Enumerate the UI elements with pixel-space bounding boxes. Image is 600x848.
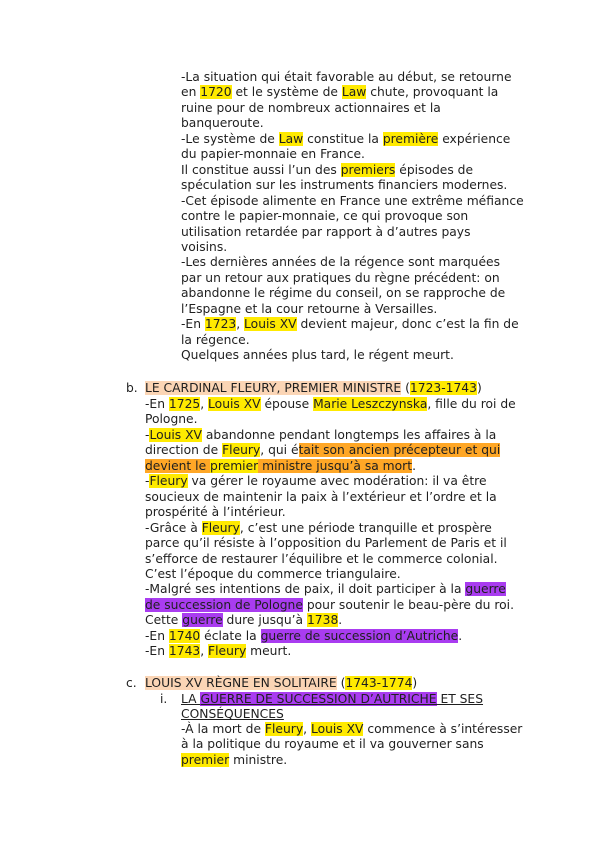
list-marker-b: b. [126, 381, 138, 395]
highlighted-text: 1723 [204, 317, 237, 332]
paragraph-line [181, 209, 468, 224]
paragraph-line [145, 459, 416, 474]
text-run: , [236, 317, 245, 332]
paragraph-line [145, 536, 507, 551]
text-run: CONSÉQUENCES [181, 707, 284, 722]
text-run: en [181, 85, 201, 100]
paragraph-line [181, 147, 365, 162]
text-run: Il constitue aussi l’un des [181, 162, 341, 177]
paragraph-line [145, 428, 496, 443]
paragraph-line [145, 490, 497, 505]
text-run: s’efforce de restaurer l’équilibre et le commerce colonial. [145, 551, 498, 566]
list-marker-i: i. [160, 692, 168, 706]
highlighted-text: Louis XV [244, 317, 297, 332]
text-run: , qui é [260, 443, 299, 458]
paragraph-line [181, 333, 250, 348]
text-run: ) [412, 676, 418, 690]
text-run: la régence. [181, 332, 250, 347]
text-run: -En [145, 397, 169, 411]
paragraph-line [181, 722, 522, 737]
highlighted-text: LOUIS XV RÈGNE EN SOLITAIRE [145, 676, 337, 690]
text-run: prospérité à l’intérieur. [145, 505, 286, 520]
text-run: abandonne pendant longtemps les affaires à la [201, 427, 497, 442]
text-run: ET SES [436, 692, 484, 706]
text-run: utilisation retardée par rapport à d’autres pays [181, 224, 471, 239]
highlighted-text: premier [210, 458, 259, 473]
paragraph-line [181, 348, 454, 363]
subsection-heading [181, 692, 483, 707]
highlighted-text: GUERRE DE SUCCESSION D’AUTRICHE [200, 692, 437, 706]
highlighted-text: 1738 [306, 613, 339, 628]
paragraph-line [181, 753, 287, 768]
paragraph-line [181, 70, 512, 85]
text-run: par un retour aux pratiques du règne précédent: on [181, 270, 500, 285]
highlighted-text: 1723-1743 [409, 381, 477, 395]
section-heading-c [145, 676, 417, 691]
highlighted-text: premiers [340, 162, 396, 177]
paragraph-line [181, 317, 519, 332]
text-run: soucieux de maintenir la paix à l’extérieur et l’ordre et la [145, 489, 497, 504]
highlighted-text: tait son ancien précepteur et qui [298, 443, 501, 458]
text-run: . [338, 613, 343, 628]
text-run: Quelques années plus tard, le régent meurt. [181, 348, 454, 363]
highlighted-text: devient le [145, 458, 211, 473]
text-run: -À la mort de [181, 722, 265, 736]
highlighted-text: premier [181, 752, 230, 767]
highlighted-text: Fleury [208, 644, 247, 659]
paragraph-line [181, 194, 524, 209]
paragraph-line [145, 552, 498, 567]
subsection-heading [181, 707, 284, 722]
list-marker-c: c. [126, 676, 137, 690]
text-run: ) [476, 381, 482, 395]
text-run: , fille du roi de [427, 397, 516, 411]
text-run: banqueroute. [181, 116, 264, 131]
text-run: épouse [260, 397, 314, 411]
highlighted-text: 1743-1774 [345, 676, 413, 690]
text-run: -Malgré ses intentions de paix, il doit participer à la [145, 582, 466, 597]
highlighted-text: Fleury [201, 520, 240, 535]
highlighted-text: Fleury [264, 722, 304, 736]
highlighted-text: guerre [182, 613, 223, 628]
paragraph-line [145, 613, 342, 628]
paragraph-line [181, 85, 498, 100]
paragraph-line [145, 629, 462, 644]
highlighted-text: 1743 [168, 644, 201, 659]
text-run: -Le système de [181, 131, 279, 146]
highlighted-text: 1720 [200, 85, 232, 100]
text-run: voisins. [181, 239, 228, 254]
text-run: meurt. [246, 644, 292, 659]
text-run: chute, provoquant la [366, 85, 499, 100]
paragraph-line [145, 474, 487, 489]
text-run: contre le papier-monnaie, ce qui provoque son [181, 209, 469, 224]
text-run: -Les dernières années de la régence sont marquées [181, 255, 501, 270]
paragraph-line [181, 255, 500, 270]
text-run: Cette [145, 613, 183, 628]
paragraph-line [145, 582, 506, 597]
highlighted-text: 1725 [168, 397, 201, 411]
paragraph-line [145, 443, 500, 458]
text-run: Pologne. [145, 412, 198, 427]
text-run: va gérer le royaume avec modération: il va être [187, 474, 487, 489]
text-run: parce qu’il résiste à l’opposition du Parlement de Paris et il [145, 536, 507, 551]
text-run: expérience [438, 131, 511, 146]
text-run: -En [145, 628, 169, 643]
text-run: - [145, 474, 150, 489]
text-run: et le système de [231, 85, 342, 100]
highlighted-text: ministre jusqu’à sa mort [262, 458, 413, 473]
paragraph-line [145, 521, 492, 536]
text-run: -La situation qui était favorable au début, se retourne [181, 70, 512, 84]
paragraph-line [181, 271, 500, 286]
highlighted-text: Fleury [222, 443, 261, 458]
section-heading-b [145, 381, 482, 396]
text-run: -Cet épisode alimente en France une extrême méfiance [181, 193, 524, 208]
highlighted-text: guerre [465, 582, 506, 597]
text-run: du papier-monnaie en France. [181, 147, 365, 162]
paragraph-line [181, 302, 437, 317]
highlighted-text: Louis XV [310, 722, 364, 736]
paragraph-line [181, 178, 507, 193]
paragraph-line [145, 505, 286, 520]
text-run: éclate la [200, 628, 261, 643]
paragraph-line [145, 567, 401, 582]
text-run: l’Espagne et la cour retourne à Versailles. [181, 301, 438, 316]
paragraph-line [181, 240, 227, 255]
text-run: direction de [145, 443, 223, 458]
text-run: - [145, 427, 150, 442]
text-run: -Grâce à [145, 520, 202, 535]
text-run: . [458, 628, 463, 643]
text-run: C’est l’époque du commerce triangulaire. [145, 566, 401, 581]
paragraph-line [145, 598, 514, 613]
highlighted-text: Louis XV [149, 427, 202, 442]
highlighted-text: Law [278, 131, 304, 146]
text-run: ministre. [229, 752, 288, 767]
text-run: épisodes de [395, 162, 474, 177]
text-run: abandonne le régime du conseil, on se rapproche de [181, 286, 506, 301]
text-run: ( [336, 676, 346, 690]
text-run: , [303, 722, 311, 736]
text-run: , [200, 397, 209, 411]
text-run: . [412, 458, 416, 473]
text-run: spéculation sur les instruments financiers modernes. [181, 178, 508, 193]
text-run: -En [145, 644, 169, 659]
paragraph-line [181, 286, 505, 301]
text-run: LA [181, 692, 201, 706]
highlighted-text: de succession de Pologne [145, 597, 303, 612]
paragraph-line [181, 163, 473, 178]
paragraph-line [181, 132, 510, 147]
text-run: constitue la [303, 131, 383, 146]
text-run: commence à s’intéresser [363, 722, 523, 736]
text-run: ( [401, 381, 410, 395]
text-run: à la politique du royaume et il va gouverner sans [181, 737, 484, 752]
text-run: pour soutenir le beau-père du roi. [302, 597, 515, 612]
highlighted-text: première [382, 131, 439, 146]
highlighted-text: guerre de succession d’Autriche [260, 628, 459, 643]
highlighted-text: Law [341, 85, 367, 100]
highlighted-text: Louis XV [208, 397, 261, 411]
paragraph-line [181, 737, 484, 752]
paragraph-line [181, 225, 470, 240]
text-run: , c’est une période tranquille et prospère [239, 520, 492, 535]
text-run: devient majeur, donc c’est la fin de [296, 317, 519, 332]
highlighted-text: Fleury [149, 474, 188, 489]
text-run: ruine pour de nombreux actionnaires et la [181, 100, 441, 115]
paragraph-line [145, 397, 516, 412]
highlighted-text: LE CARDINAL FLEURY, PREMIER MINISTRE [145, 381, 402, 395]
paragraph-line [145, 412, 198, 427]
highlighted-text: Marie Leszczynska [313, 397, 428, 411]
text-run: , [200, 644, 209, 659]
paragraph-line [145, 644, 291, 659]
paragraph-line [181, 101, 441, 116]
paragraph-line [181, 116, 264, 131]
highlighted-text: 1740 [168, 628, 201, 643]
text-run: dure jusqu’à [222, 613, 307, 628]
text-run: -En [181, 317, 205, 332]
